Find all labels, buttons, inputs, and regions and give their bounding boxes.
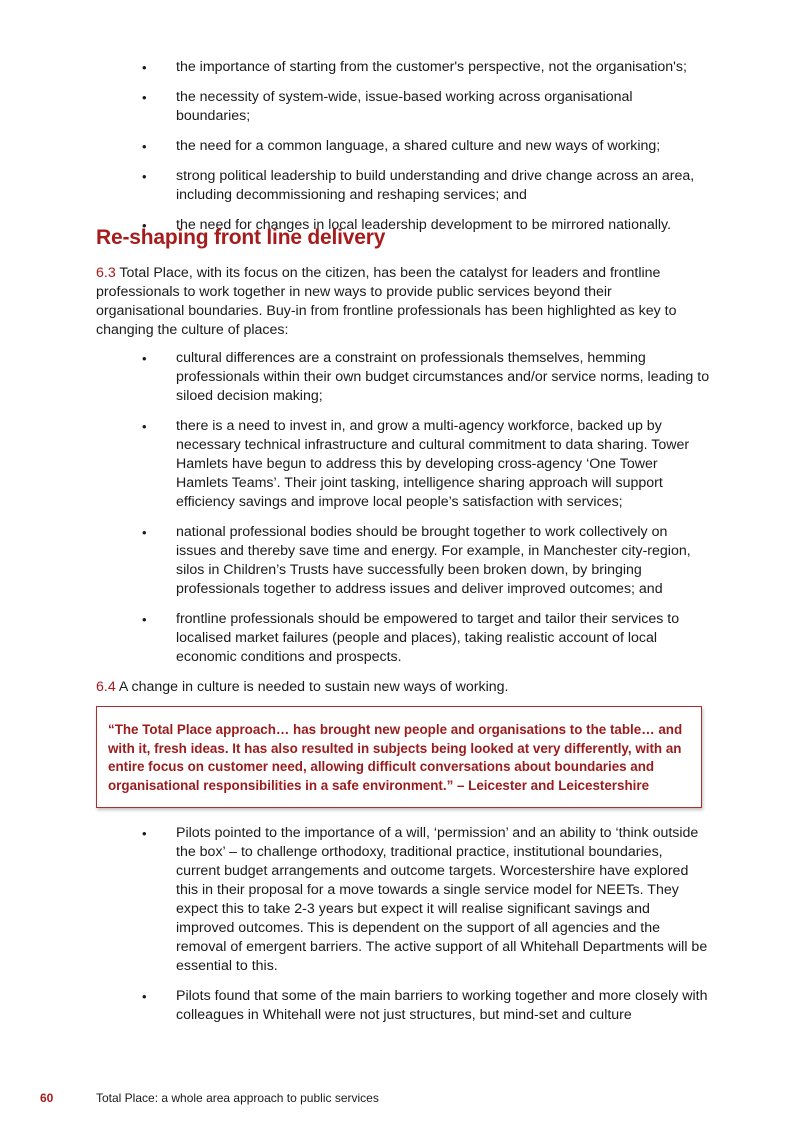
paragraph-number: 6.3 <box>96 265 116 281</box>
page-number: 60 <box>40 1091 54 1105</box>
list-item: • the need for changes in local leadership development to be mirrored nationally. <box>140 216 710 235</box>
leadership-lessons-list <box>140 58 710 246</box>
frontline-points-list <box>140 349 710 678</box>
list-item: • the necessity of system-wide, issue-based working across organisational boundaries; <box>140 88 710 126</box>
list-item: • Pilots found that some of the main barriers to working together and more closely with colleagues in Whitehall were not just structures, but mind-set and culture <box>140 987 710 1025</box>
list-item: • national professional bodies should be brought together to work collectively on issues and thereby save time and energy. For example, in Manchester city-region, silos in Children’s Trusts have successfully been broken down, by bringing professionals together to address issues and deliver improved outcomes; and <box>140 523 710 599</box>
paragraph-6-3 <box>96 264 696 340</box>
list-item: • the importance of starting from the customer's perspective, not the organisation's; <box>140 58 710 77</box>
list-item: • cultural differences are a constraint on professionals themselves, hemming professionals within their own budget circumstances and/or service norms, leading to siloed decision making; <box>140 349 710 406</box>
list-item: • Pilots pointed to the importance of a will, ‘permission’ and an ability to ‘think outside the box’ – to challenge orthodoxy, traditional practice, institutional boundaries, current budget arrangements and outcome targets. Worcestershire have explored this in their proposal for a move towards a single service model for NEETs. They expect this to take 2-3 years but expect it will realise significant savings and improved outcomes. This is dependent on the support of all agencies and the removal of emergent barriers. The active support of all Whitehall Departments will be essential to this. <box>140 824 710 976</box>
paragraph-text: A change in culture is needed to sustain new ways of working. <box>118 679 509 695</box>
page-footer <box>40 1090 379 1106</box>
paragraph-number: 6.4 <box>96 679 116 695</box>
list-item: • the need for a common language, a shared culture and new ways of working; <box>140 137 710 156</box>
quote-text: “The Total Place approach… has brought new people and organisations to the table… and with it, fresh ideas. It has also resulted in subjects being looked at very differently, with an entire focus on customer need, allowing difficult conversations about boundaries and organisational responsibilities in a safe environment.” – Leicester and Leicestershire <box>108 722 683 793</box>
list-item: • strong political leadership to build understanding and drive change across an area, including decommissioning and reshaping services; and <box>140 167 710 205</box>
pilot-findings-list <box>140 824 710 1036</box>
paragraph-6-4 <box>96 678 696 697</box>
section-heading: Re-shaping front line delivery <box>96 226 386 249</box>
list-item: • frontline professionals should be empowered to target and tailor their services to localised market failures (people and places), taking realistic account of local economic conditions and prospects. <box>140 610 710 667</box>
list-item: • there is a need to invest in, and grow a multi-agency workforce, backed up by necessary technical infrastructure and cultural commitment to data sharing. Tower Hamlets have begun to address this by developing cross-agency ‘One Tower Hamlets Teams’. Their joint tasking, intelligence sharing approach will support efficiency savings and improve local people’s satisfaction with services; <box>140 417 710 512</box>
document-title: Total Place: a whole area approach to public services <box>96 1091 379 1105</box>
paragraph-text: Total Place, with its focus on the citizen, has been the catalyst for leaders and frontline professionals to work together in new ways to provide public services beyond their organisational boundaries. Buy-in from frontline professionals has been highlighted as key to changing the culture of places: <box>96 265 677 338</box>
quote-callout-box <box>96 706 702 808</box>
